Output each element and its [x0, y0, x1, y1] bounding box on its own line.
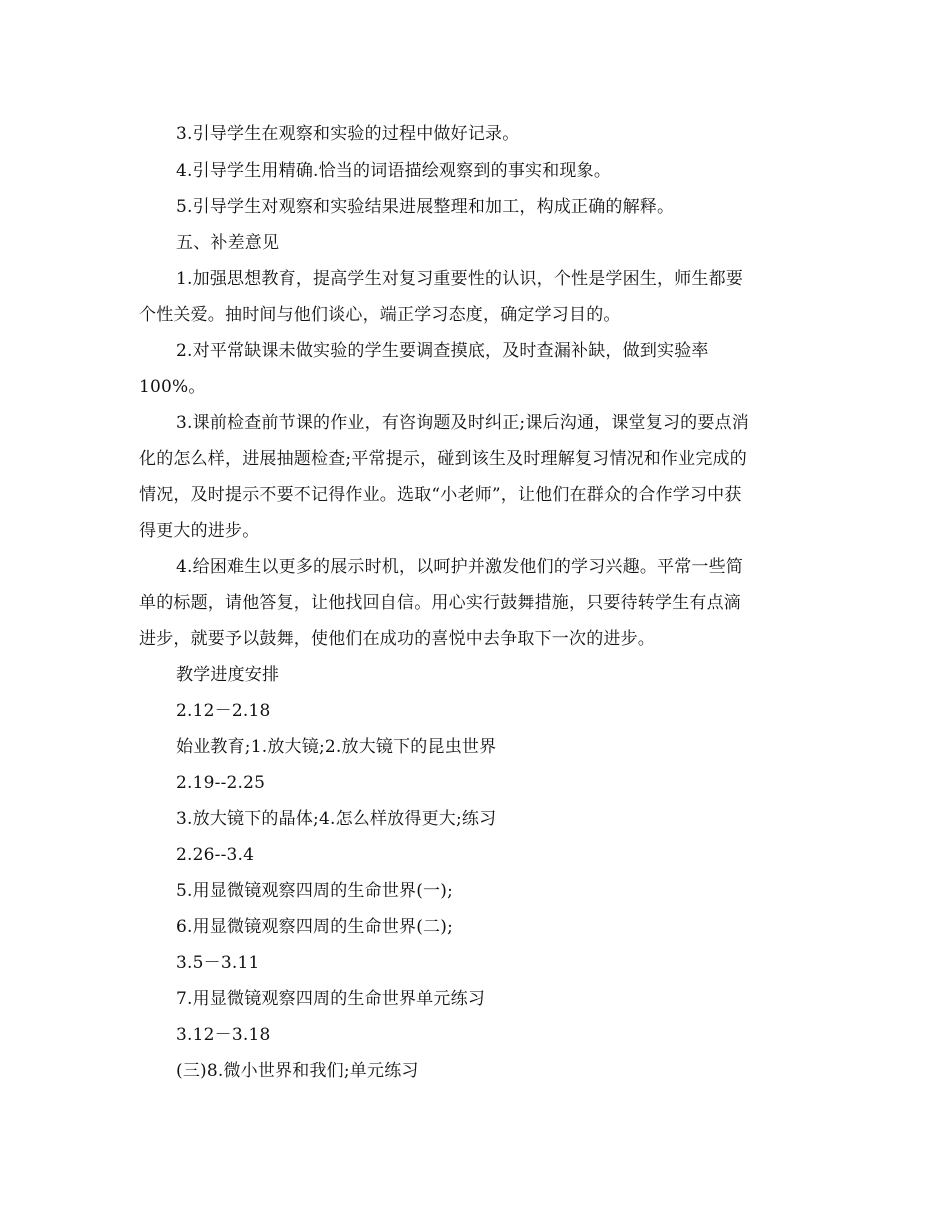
text-line: 情况，及时提示不要不记得作业。选取“小老师”，让他们在群众的合作学习中获 — [139, 485, 742, 505]
schedule-date: 3.12－3.18 — [176, 1025, 271, 1045]
text-line: 进步，就要予以鼓舞，使他们在成功的喜悦中去争取下一次的进步。 — [139, 629, 655, 649]
text-line: 3.课前检查前节课的作业，有咨询题及时纠正;课后沟通，课堂复习的要点消 — [176, 413, 749, 433]
text-line: 2.对平常缺课未做实验的学生要调查摸底，及时查漏补缺，做到实验率 — [176, 341, 709, 361]
text-line: 得更大的进步。 — [139, 521, 260, 541]
schedule-content: 5.用显微镜观察四周的生命世界(一); — [176, 881, 454, 901]
text-line: 1.加强思想教育，提高学生对复习重要性的认识，个性是学困生，师生都要 — [176, 269, 744, 289]
schedule-content: 7.用显微镜观察四周的生命世界单元练习 — [176, 989, 486, 1009]
schedule-content: 3.放大镜下的晶体;4.怎么样放得更大;练习 — [176, 809, 497, 829]
text-line: 4.给困难生以更多的展示时机，以呵护并激发他们的学习兴趣。平常一些简 — [176, 557, 744, 577]
section-heading: 教学进度安排 — [176, 665, 280, 685]
schedule-content: 始业教育;1.放大镜;2.放大镜下的昆虫世界 — [176, 737, 497, 757]
text-line: 3.引导学生在观察和实验的过程中做好记录。 — [176, 124, 520, 144]
text-line: 单的标题，请他答复，让他找回自信。用心实行鼓舞措施，只要待转学生有点滴 — [139, 593, 741, 613]
schedule-content: (三)8.微小世界和我们;单元练习 — [176, 1061, 419, 1081]
schedule-date: 2.19--2.25 — [176, 773, 266, 793]
text-line: 4.引导学生用精确.恰当的词语描绘观察到的事实和现象。 — [176, 161, 612, 181]
text-line: 100%。 — [139, 377, 206, 397]
schedule-date: 2.26--3.4 — [176, 845, 255, 865]
section-heading: 五、补差意见 — [176, 233, 280, 253]
schedule-content: 6.用显微镜观察四周的生命世界(二); — [176, 917, 454, 937]
text-line: 化的怎么样，进展抽题检查;平常提示，碰到该生及时理解复习情况和作业完成的 — [139, 449, 747, 469]
schedule-date: 3.5－3.11 — [176, 953, 260, 973]
text-line: 个性关爱。抽时间与他们谈心，端正学习态度，确定学习目的。 — [139, 305, 621, 325]
schedule-date: 2.12－2.18 — [176, 701, 271, 721]
text-line: 5.引导学生对观察和实验结果进展整理和加工，构成正确的解释。 — [176, 197, 675, 217]
